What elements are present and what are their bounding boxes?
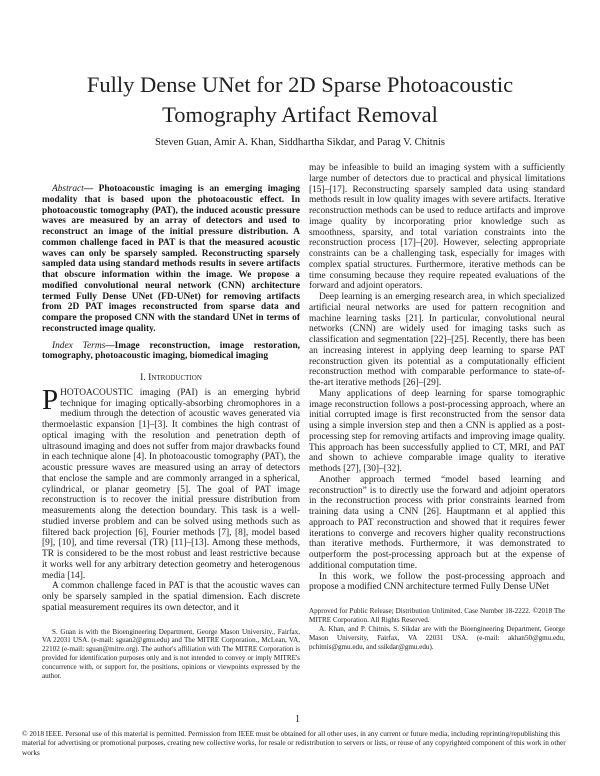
intro-paragraph-4: Deep learning is an emerging research area, in which specialized artificial neural networks are used for pattern recognition and machine learning tasks [21]. In particular, convolutional neural networks (CNN) are widely used for imaging tasks such as classification and segmentation [22]–[25]. Recently, there has been an increasing interest in applying deep learning to sparse PAT reconstruction given its potential as a computationally efficient reconstruction method with comparable performance to state-of-the-art iterative methods [26]–[29]. <box>309 292 565 388</box>
author-list: Steven Guan, Amir A. Khan, Siddhartha Sikdar, and Parag V. Chitnis <box>155 137 445 148</box>
intro-paragraph-3: may be infeasible to build an imaging system with a sufficiently large number of detectors due to practical and physical limitations [15]–[17]. Reconstructing sparsely sampled data using standard methods result in low quality images with severe artifacts. Iterative reconstruction methods can be used to reduce artifacts and improve image quality by incorporating prior knowledge such as smoothness, sparsity, and total variation constraints into the reconstruction process [17]–[20]. However, selecting appropriate constraints can be a challenging task, especially for images with complex spatial structures. Furthermore, iterative methods can be time consuming because they require repeated evaluations of the forward and adjoint operators. <box>309 163 565 292</box>
intro-paragraph-1 <box>42 383 300 582</box>
page-number: 1 <box>295 714 300 725</box>
index-terms-text: —Image reconstruction, image restoration, tomography, photoacoustic imaging, biomedical imaging <box>42 340 301 362</box>
index-terms-label: Index Terms <box>52 340 106 351</box>
paragraph-text: imaging (PAI) is an emerging hybrid technique for imaging optically-absorbing chromophores in a medium through the detection of acoustic waves generated via thermoelastic expansion [1]–[3]. It combines the high contrast of optical imaging with the resolution and penetration depth of ultrasound imaging and does not suffer from major drawbacks found in each technique alone [4]. In photoacoustic tomography (PAT), the acoustic pressure waves are measured using an array of detectors that enclose the sample and are commonly arranged in a spherical, cylindrical, or planar geometry [5]. The goal of PAT image reconstruction is to recover the initial pressure distribution from measurements along the detection boundary. This task is a well-studied inverse problem and can be solved using methods such as filtered back projection [6], Fourier methods [7], [8], model based [9], [10], and time reversal (TR) [11]–[13]. Among these methods, TR is considered to be the most robust and least restrictive because it works well for any arbitrary detection geometry and heterogenous media [14]. <box>42 387 300 581</box>
left-column <box>42 184 300 681</box>
index-terms <box>42 341 300 363</box>
right-column <box>309 163 565 652</box>
intro-paragraph-6: Another approach termed “model based learning and reconstruction” is to directly use the forward and adjoint operators in the reconstruction process with prior constraints learned from training data using a CNN [26]. Hauptmann et al applied this approach to PAT reconstruction and showed that it requires fewer iterations to converge and recovers higher quality reconstructions than iterative methods. Furthermore, it was demonstrated to outperform the post-processing approach but at the expense of additional computation time. <box>309 474 565 571</box>
drop-cap: P <box>42 383 59 416</box>
section-title: Introduction <box>148 372 202 383</box>
abstract <box>42 184 300 335</box>
footnote-affiliations: A. Khan, and P. Chitnis, S. Sikdar are with the Bioengineering Department, George Mason University, Fairfax, VA 22031 USA. (e-mail: akhan50@gmu.edu, pchitnis@gmu.edu, and ssikdar@gmu.edu). <box>309 624 565 651</box>
abstract-text: Photoacoustic imaging is an emerging imaging modality that is based upon the photoacoustic effect. In photoacoustic tomography (PAT), the induced acoustic pressure waves are measured by an array of detectors and used to reconstruct an image of the initial pressure distribution. A common challenge faced in PAT is that the measured acoustic waves can only be sparsely sampled. Reconstructing sparsely sampled data using standard methods results in severe artifacts that obscure information within the image. We propose a modified convolutional neural network (CNN) architecture termed Fully Dense UNet (FD-UNet) for removing artifacts from 2D PAT images reconstructed from sparse data and compare the proposed CNN with the standard UNet in terms of reconstructed image quality. <box>42 184 300 334</box>
paper-title: Fully Dense UNet for 2D Sparse Photoacoustic Tomography Artifact Removal <box>86 72 514 127</box>
abstract-dash: — <box>83 184 99 194</box>
intro-paragraph-5: Many applications of deep learning for sparse tomographic image reconstruction follows a post-processing approach, where an initial corrupted image is first reconstructed from the sensor data using a simple inversion step and then a CNN is applied as a post-processing step for removing artifacts and improving image quality. This approach has been successfully applied to CT, MRI, and PAT and shown to achieve comparable image quality to iterative methods [27], [30]–[32]. <box>309 388 565 474</box>
abstract-label: Abstract <box>52 184 84 194</box>
section-number: I. <box>140 372 149 383</box>
intro-paragraph-7: In this work, we follow the post-processing approach and propose a modified CNN architecture termed Fully Dense UNet <box>309 571 565 593</box>
footnote-approval: Approved for Public Release; Distribution Unlimited. Case Number 18-2222. ©2018 The MITRE Corporation. All Rights Reserved. <box>309 607 565 624</box>
copyright-notice: © 2018 IEEE. Personal use of this material is permitted. Permission from IEEE must be obtained for all other uses, in any current or future media, including reprinting/republishing this material for advertising or promotional purposes, creating new collective works, for resale or redistribution to servers or lists, or reuse of any copyrighted component of this work in other works <box>22 729 566 757</box>
intro-paragraph-2: A common challenge faced in PAT is that the acoustic waves can only be sparsely sampled in the spatial dimension. Each discrete spatial measurement requires its own detector, and it <box>42 581 300 613</box>
footnote-left: S. Guan is with the Bioengineering Department, George Mason University., Fairfax, VA 22031 USA. (e-mail: sguan2@gmu.edu) and The MITRE Corporation., McLean, VA, 22102 (e-mail: sguan@mitre.org). The author's affiliation with The MITRE Corporation is provided for identification purposes only and is not intended to convey or imply MITRE's concurrence with, or support for, the positions, opinions or viewpoints expressed by the author. <box>42 627 300 681</box>
first-word: HOTOACOUSTIC <box>60 387 133 398</box>
section-heading <box>42 373 300 384</box>
